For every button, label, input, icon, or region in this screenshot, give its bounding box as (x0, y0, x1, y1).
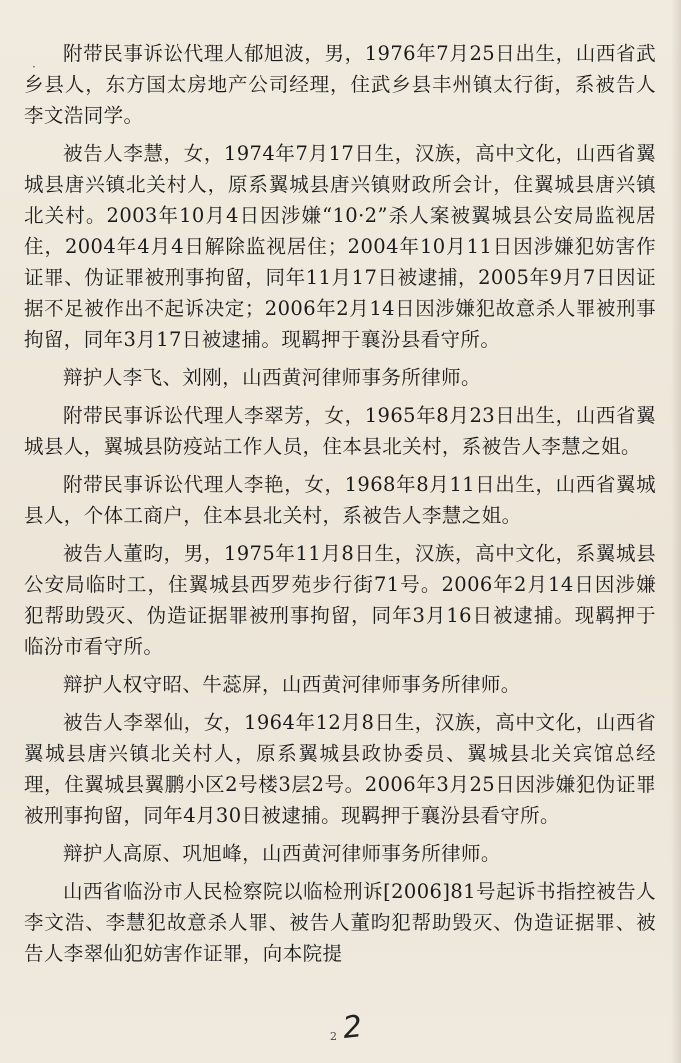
paragraph-defender-li-liu: 辩护人李飞、刘刚，山西黄河律师事务所律师。 (63, 366, 481, 389)
paragraph-agent-yu: 附带民事诉讼代理人郁旭波，男，1976年7月25日出生，山西省武乡县人，东方国太房地产公司经理，住武乡县丰州镇太行街，系被告人李文浩同学。 (24, 42, 656, 127)
paragraph-agent-li-yan: 附带民事诉讼代理人李艳，女，1968年8月11日出生，山西省翼城县人，个体工商户，住本县北关村，系被告人李慧之姐。 (24, 473, 656, 527)
paragraph-defendant-li-hui: 被告人李慧，女，1974年7月17日生，汉族，高中文化，山西省翼城县唐兴镇北关村人，原系翼城县唐兴镇财政所会计，住翼城县唐兴镇北关村。2003年10月4日因涉嫌“10·2”杀人案被翼城县公安局监视居住，2004年4月4日解除监视居住；2004年10月11日因涉嫌犯妨害作证罪、伪证罪被刑事拘留，同年11月17日被逮捕，2005年9月7日因证据不足被作出不起诉决定；2006年2月14日因涉嫌犯故意杀人罪被刑事拘留，同年3月17日被逮捕。现羁押于襄汾县看守所。 (24, 142, 656, 351)
page-number: 2 (330, 1030, 337, 1043)
paragraph-defender-gao-gong: 辩护人高原、巩旭峰，山西黄河律师事务所律师。 (63, 842, 501, 865)
paragraph-agent-li-cuifang: 附带民事诉讼代理人李翠芳，女，1965年8月23日出生，山西省翼城县人，翼城县防疫站工作人员，住本县北关村，系被告人李慧之姐。 (24, 404, 656, 458)
margin-dot: · (32, 60, 36, 74)
paragraph-defender-quan-niu: 辩护人权守昭、牛蕊屏，山西黄河律师事务所律师。 (63, 673, 521, 696)
paragraph-defendant-dong: 被告人董昀，男，1975年11月8日生，汉族，高中文化，系翼城县公安局临时工，住翼城县西罗苑步行街71号。2006年2月14日因涉嫌犯帮助毁灭、伪造证据罪被刑事拘留，同年3月16日被逮捕。现羁押于临汾市看守所。 (24, 542, 656, 658)
paragraph-prosecution: 山西省临汾市人民检察院以临检刑诉[2006]81号起诉书指控被告人李文浩、李慧犯故意杀人罪、被告人董昀犯帮助毁灭、伪造证据罪、被告人李翠仙犯妨害作证罪，向本院提 (24, 880, 656, 965)
document-body (24, 38, 656, 969)
paragraph-defendant-li-cuixian: 被告人李翠仙，女，1964年12月8日生，汉族，高中文化，山西省翼城县唐兴镇北关村人，原系翼城县政协委员、翼城县北关宾馆总经理，住翼城县翼鹏小区2号楼3层2号。2006年3月25日因涉嫌犯伪证罪被刑事拘留，同年4月30日被逮捕。现羁押于襄汾县看守所。 (24, 711, 656, 827)
page-edge-shadow (671, 0, 681, 1063)
handwritten-page-mark: 2 (341, 1009, 364, 1046)
